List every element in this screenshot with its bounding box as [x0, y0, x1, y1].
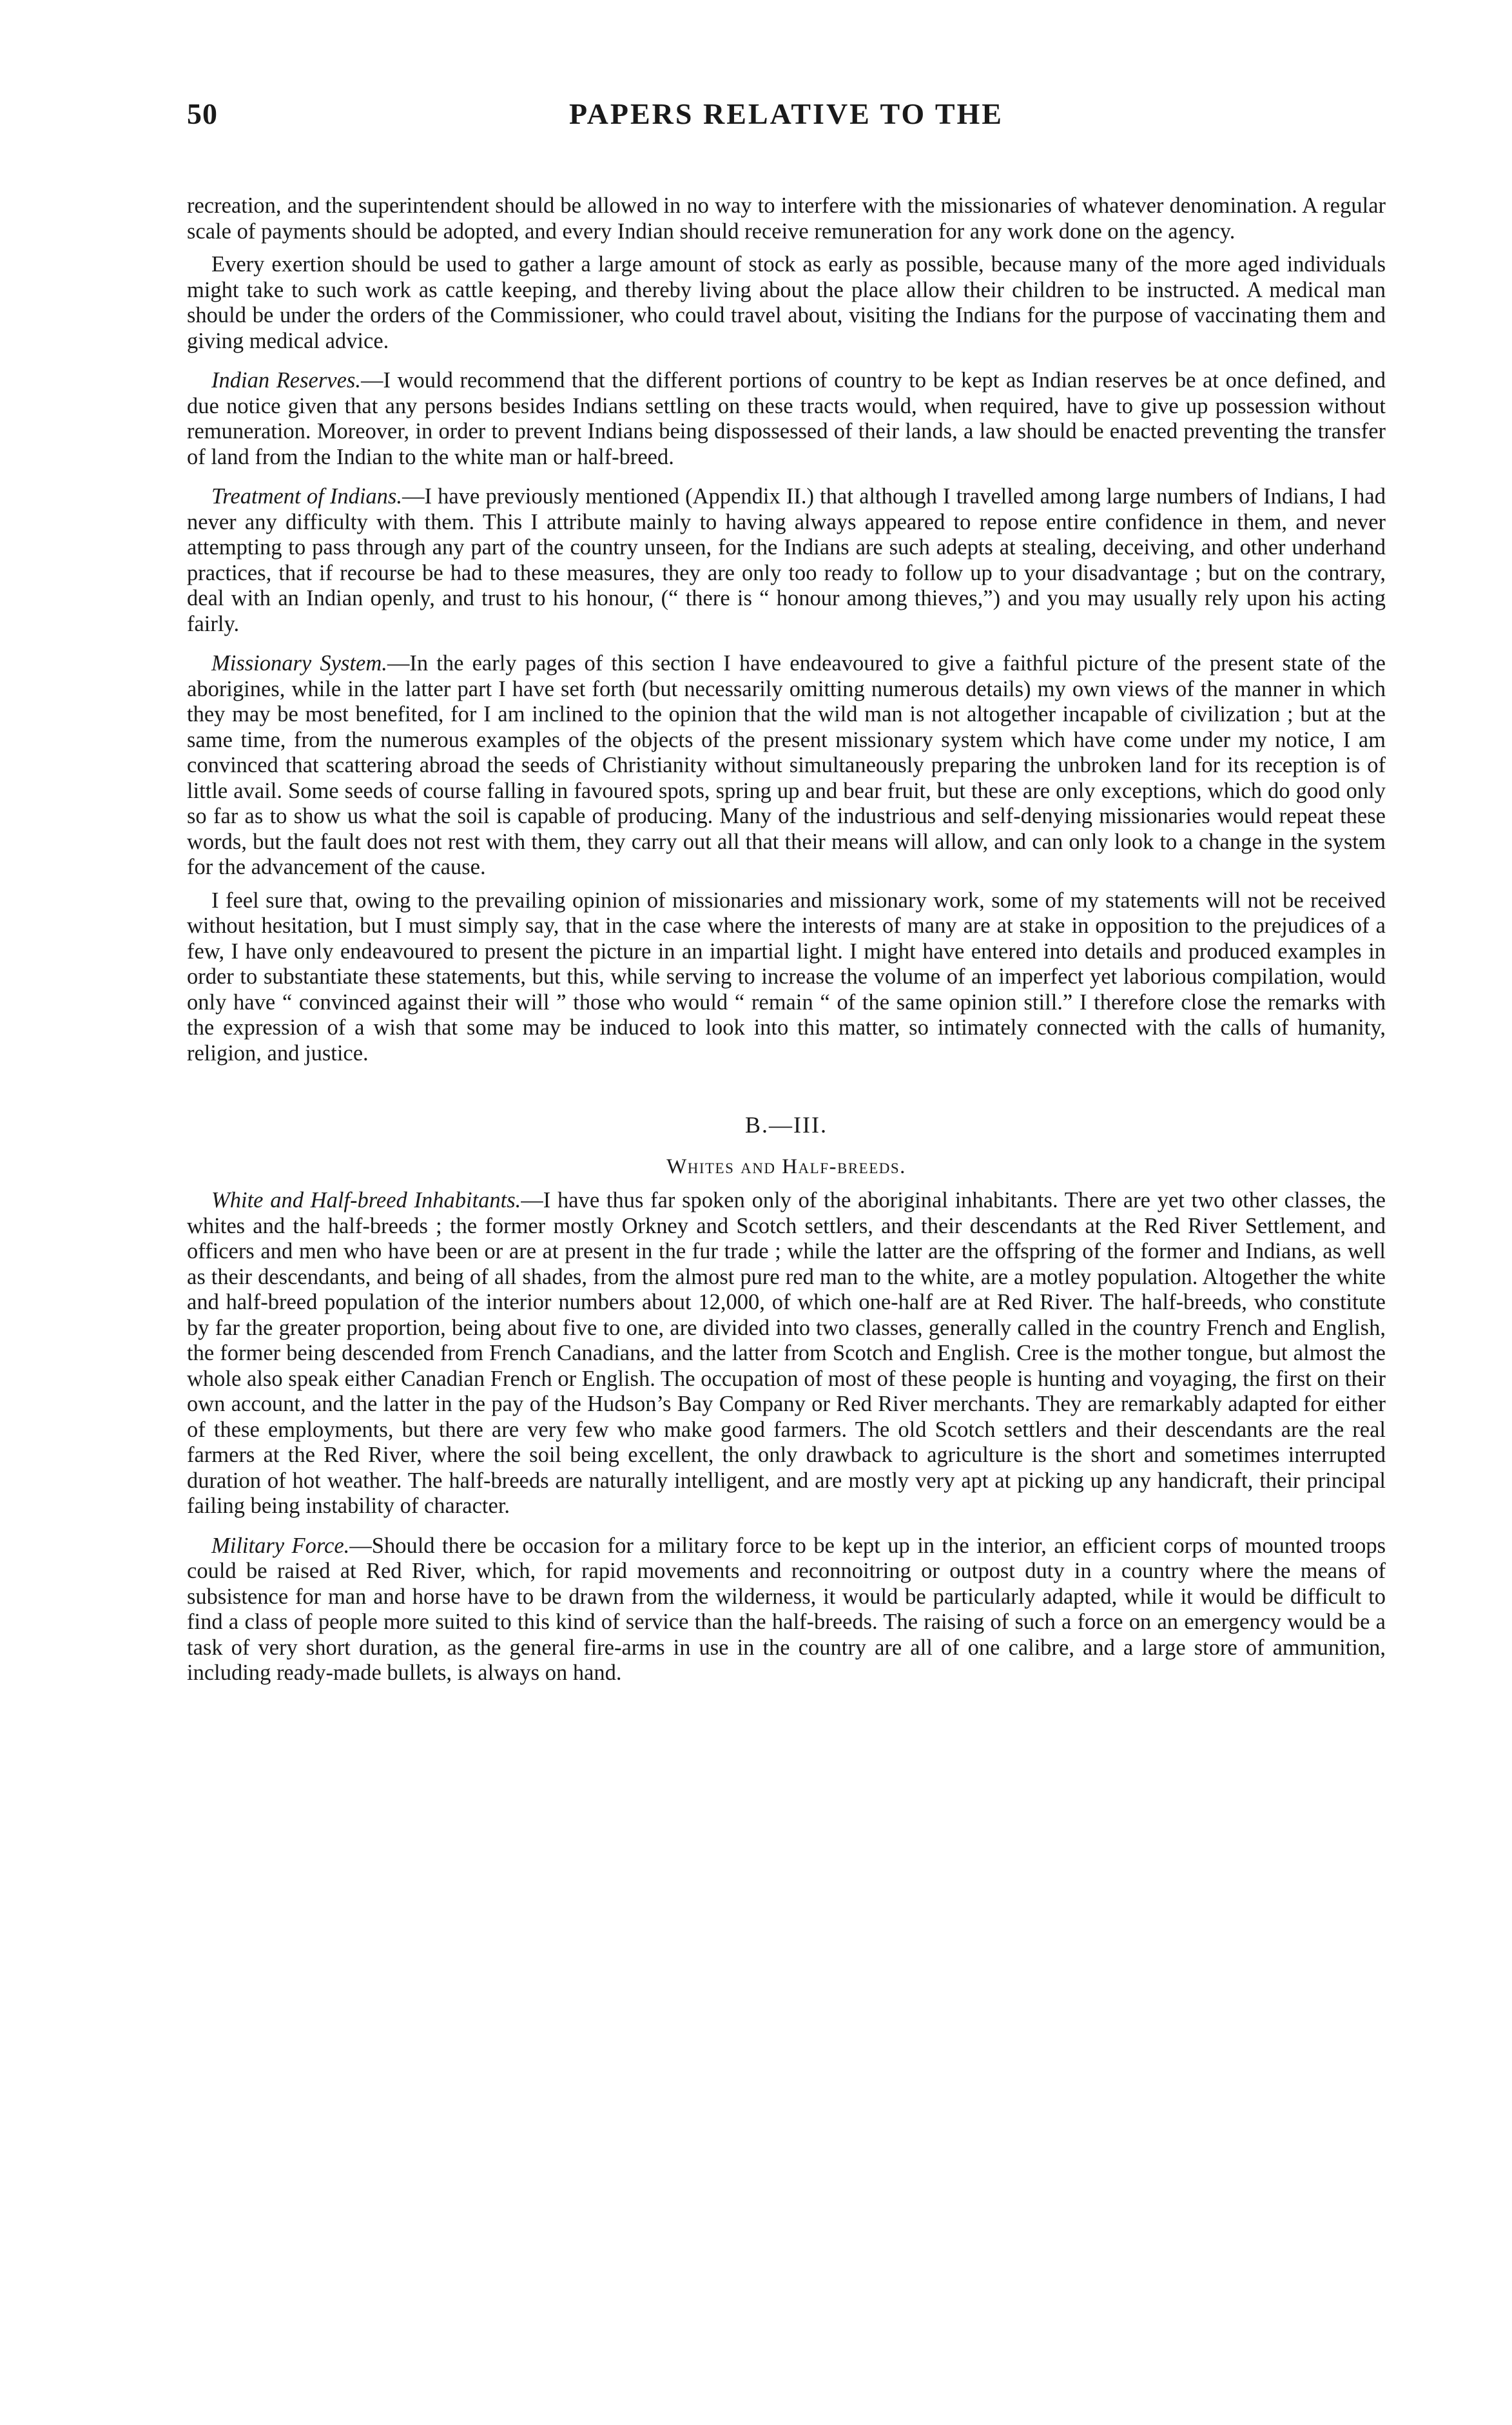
paragraph: [187, 193, 1386, 244]
paragraph-lead: Indian Reserves.: [211, 368, 361, 393]
running-head: [187, 97, 1386, 148]
page-number: 50: [187, 97, 218, 130]
document-page: [187, 97, 1386, 1694]
paragraph: [187, 888, 1386, 1067]
paragraph-text: recreation, and the superintendent should be allowed in no way to interfere with the missionaries of whatever denomination. A regular scale of payments should be adopted, and every Indian should receive remuneration for any work done on the agency.: [187, 193, 1386, 244]
paragraph-lead: Military Force.: [211, 1533, 350, 1558]
paragraph-text: —In the early pages of this section I have endeavoured to give a faithful picture of the present state of the aborigines, while in the latter part I have set forth (but necessarily omitting numerous details) my own views of the manner in which they may be most benefited, for I am inclined to the opinion that the wild man is not altogether incapable of civilization ; but at the same time, from the numerous examples of the objects of the present missionary system which have come under my notice, I am convinced that scattering abroad the seeds of Christianity without simultaneously preparing the unbroken land for its reception is of little avail. Some seeds of course falling in favoured spots, spring up and bear fruit, but these are only exceptions, which do good only so far as to show us what the soil is capable of producing. Many of the industrious and self-denying missionaries would repeat these words, but the fault does not rest with them, they carry out all that their means will allow, and can only look to a change in the system for the advancement of the cause.: [187, 651, 1386, 879]
section-label: B.—III.: [745, 1112, 828, 1138]
paragraph-lead: White and Half-breed Inhabitants.: [211, 1188, 521, 1212]
body-text-lower: [187, 1188, 1386, 1686]
paragraph-text: Every exertion should be used to gather a large amount of stock as early as possible, because many of the more aged individuals might take to such work as cattle keeping, and thereby living about the place allow their children to be instructed. A medical man should be under the orders of the Commissioner, who could travel about, visiting the Indians for the purpose of vaccinating them and giving medical advice.: [187, 252, 1386, 353]
paragraph: [187, 252, 1386, 354]
paragraph-text: I feel sure that, owing to the prevailing opinion of missionaries and missionary work, some of my statements will not be received without hesitation, but I must simply say, that in the case where the interests of many are at stake in opposition to the prejudices of a few, I have only endeavoured to present the picture in an impartial light. I might have entered into details and produced examples in order to substantiate these statements, but this, while serving to increase the volume of an imperfect yet laborious compilation, would only have “ convinced against their will ” those who would “ remain “ of the same opinion still.” I therefore close the remarks with the expression of a wish that some may be induced to look into this matter, so intimately connected with the calls of humanity, religion, and justice.: [187, 888, 1386, 1066]
paragraph-lead: Treatment of Indians.: [211, 484, 402, 509]
paragraph-text: —I have thus far spoken only of the aboriginal inhabitants. There are yet two other classes, the whites and the half-breeds ; the former mostly Orkney and Scotch settlers, and their descendants at the Red River Settlement, and officers and men who have been or are at present in the fur trade ; while the latter are the offspring of the former and Indians, as well as their descendants, and being of all shades, from the almost pure red man to the white, are a motley population. Altogether the white and half-breed population of the interior numbers about 12,000, of which one-half are at Red River. The half-breeds, who constitute by far the greater proportion, being about five to one, are divided into two classes, generally called in the country French and English, the former being descended from French Canadians, and the latter from Scotch and English. Cree is the mother tongue, but almost the whole also speak either Canadian French or English. The occupation of most of these people is hunting and voyaging, the first on their own account, and the latter in the pay of the Hudson’s Bay Company or Red River merchants. They are remarkably adapted for either of these employments, but there are very few who make good farmers. The old Scotch settlers and their descendants are the real farmers at the Red River, where the soil being excellent, the only drawback to agriculture is the short and sometimes interrupted duration of hot weather. The half-breeds are naturally intelligent, and are mostly very apt at picking up any handicraft, their principal failing being instability of character.: [187, 1188, 1386, 1518]
paragraph-white-half-breed-inhabitants: [187, 1188, 1386, 1519]
paragraph-text: —Should there be occasion for a military force to be kept up in the interior, an efficient corps of mounted troops could be raised at Red River, which, for rapid movements and reconnoitring or outpost duty in a country where the means of subsistence for man and horse have to be drawn from the wilderness, it would be particularly adapted, while it would be difficult to find a class of people more suited to this kind of service than the half-breeds. The raising of such a force on an emergency would be a task of very short duration, as the general fire-arms in use in the country are all of one calibre, and a large store of ammunition, including ready-made bullets, is always on hand.: [187, 1533, 1386, 1685]
running-title: PAPERS RELATIVE TO THE: [569, 97, 1003, 130]
paragraph-text: —I have previously mentioned (Appendix II.) that although I travelled among large numbers of Indians, I had never any difficulty with them. This I attribute mainly to having always appeared to repose entire confidence in them, and never attempting to pass through any part of the country unseen, for the Indians are such adepts at stealing, deceiving, and other underhand practices, that if recourse be had to these measures, they are only too ready to follow up to your disadvantage ; but on the contrary, deal with an Indian openly, and trust to his honour, (“ there is “ honour among thieves,”) and you may usually rely upon his acting fairly.: [187, 484, 1386, 636]
paragraph-lead: Missionary System.: [211, 651, 387, 676]
paragraph-missionary-system: [187, 651, 1386, 881]
section-title: Whites and Half-breeds.: [666, 1155, 906, 1178]
paragraph-indian-reserves: [187, 368, 1386, 470]
paragraph-treatment-of-indians: [187, 484, 1386, 637]
body-text-upper: [187, 193, 1386, 1066]
paragraph-military-force: [187, 1534, 1386, 1686]
paragraph-text: —I would recommend that the different portions of country to be kept as Indian reserves be at once defined, and due notice given that any persons besides Indians settling on these tracts would, when required, have to give up possession without remuneration. Moreover, in order to prevent Indians being dispossessed of their lands, a law should be enacted preventing the transfer of land from the Indian to the white man or half-breed.: [187, 368, 1386, 469]
